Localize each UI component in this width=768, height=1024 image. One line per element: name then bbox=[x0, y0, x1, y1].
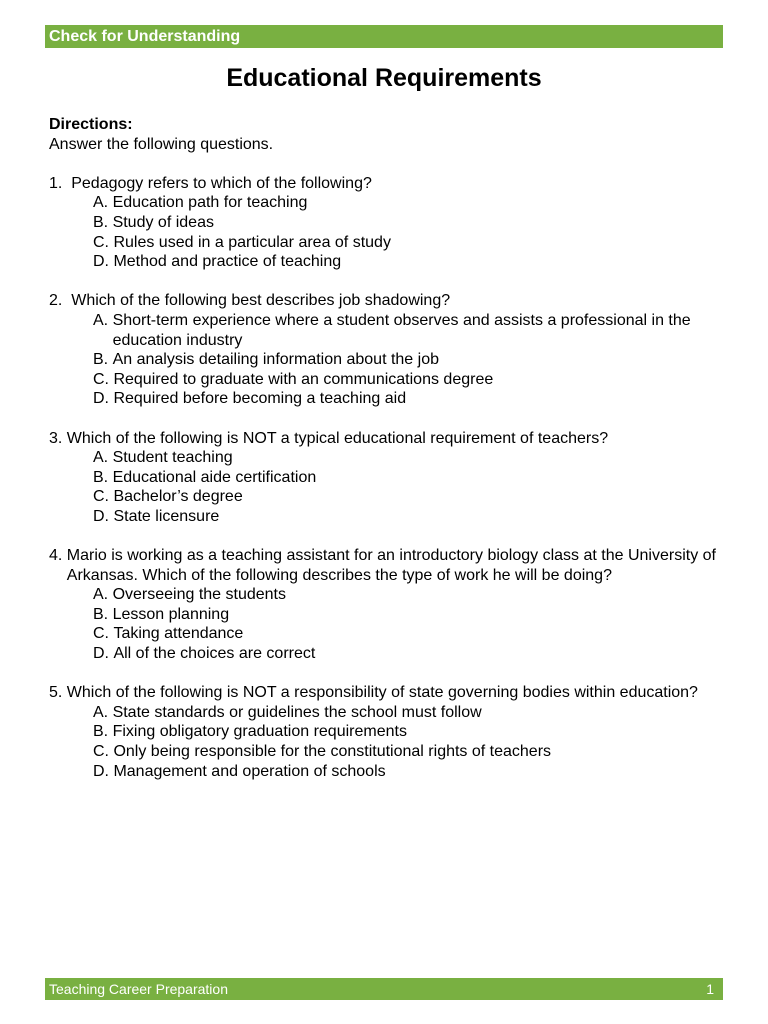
answer-option bbox=[49, 644, 729, 664]
option-letter: C. bbox=[93, 370, 114, 388]
option-text: Education path for teaching bbox=[112, 194, 308, 212]
question-stem bbox=[49, 291, 729, 311]
answer-options bbox=[49, 311, 729, 409]
option-letter: C. bbox=[93, 233, 114, 251]
option-letter: C. bbox=[93, 625, 114, 643]
answer-option bbox=[49, 605, 729, 625]
question-1 bbox=[49, 174, 729, 272]
answer-option bbox=[49, 233, 729, 253]
option-text: Study of ideas bbox=[112, 213, 214, 231]
directions-label: Directions: bbox=[49, 116, 133, 133]
answer-option bbox=[49, 448, 729, 468]
question-number: 1. bbox=[49, 174, 72, 192]
directions bbox=[49, 115, 729, 154]
question-number: 5. bbox=[49, 684, 67, 702]
question-text: Pedagogy refers to which of the following? bbox=[71, 174, 372, 192]
question-3 bbox=[49, 429, 729, 527]
option-text: State standards or guidelines the school must follow bbox=[112, 703, 482, 721]
directions-text: Answer the following questions. bbox=[49, 135, 274, 153]
question-text: Which of the following is NOT a typical educational requirement of teachers? bbox=[66, 429, 609, 447]
question-2 bbox=[49, 291, 729, 409]
option-text: Management and operation of schools bbox=[113, 762, 386, 780]
question-number: 2. bbox=[49, 292, 72, 310]
answer-option bbox=[49, 193, 729, 213]
option-letter: B. bbox=[93, 351, 113, 369]
option-text: Only being responsible for the constitutional rights of teachers bbox=[113, 743, 552, 760]
question-stem bbox=[49, 174, 729, 194]
answer-options bbox=[49, 703, 729, 781]
option-text: Method and practice of teaching bbox=[113, 253, 342, 271]
option-letter: B. bbox=[93, 723, 113, 741]
answer-option bbox=[49, 389, 729, 409]
footer-course-title: Teaching Career Preparation bbox=[49, 981, 228, 997]
option-letter: A. bbox=[93, 311, 113, 329]
answer-option bbox=[49, 311, 729, 350]
answer-option bbox=[49, 350, 729, 370]
option-letter: B. bbox=[93, 605, 113, 623]
answer-option bbox=[49, 213, 729, 233]
option-text: Student teaching bbox=[112, 449, 233, 467]
option-text: Taking attendance bbox=[113, 625, 244, 643]
answer-option bbox=[49, 507, 729, 527]
option-text: Short-term experience where a student observes and assists a professional in the education industry bbox=[112, 311, 691, 349]
answer-options bbox=[49, 448, 729, 526]
option-letter: A. bbox=[93, 703, 113, 721]
option-letter: A. bbox=[93, 449, 113, 467]
answer-option bbox=[49, 722, 729, 742]
question-stem bbox=[49, 546, 729, 585]
option-letter: C. bbox=[93, 488, 114, 506]
option-text: Overseeing the students bbox=[112, 586, 286, 604]
answer-option bbox=[49, 487, 729, 507]
option-letter: A. bbox=[93, 194, 113, 212]
section-header-label: Check for Understanding bbox=[49, 28, 241, 45]
answer-option bbox=[49, 624, 729, 644]
worksheet-content bbox=[49, 115, 729, 781]
question-text: Which of the following best describes job shadowing? bbox=[71, 292, 451, 310]
option-text: Bachelor’s degree bbox=[113, 488, 243, 506]
answer-option bbox=[49, 742, 729, 762]
option-text: All of the choices are correct bbox=[113, 645, 316, 663]
question-list bbox=[49, 174, 729, 781]
page-number: 1 bbox=[706, 981, 714, 997]
answer-option bbox=[49, 370, 729, 390]
option-text: Required before becoming a teaching aid bbox=[113, 390, 407, 408]
question-4 bbox=[49, 546, 729, 664]
option-letter: D. bbox=[93, 762, 114, 780]
option-letter: D. bbox=[93, 507, 114, 525]
answer-options bbox=[49, 585, 729, 663]
question-text: Which of the following is NOT a responsibility of state governing bodies within education? bbox=[66, 684, 698, 702]
question-number: 3. bbox=[49, 429, 67, 447]
answer-option bbox=[49, 762, 729, 782]
answer-option bbox=[49, 468, 729, 488]
option-letter: B. bbox=[93, 468, 113, 486]
answer-option bbox=[49, 252, 729, 272]
option-text: State licensure bbox=[113, 507, 220, 525]
option-text: Lesson planning bbox=[112, 605, 230, 623]
answer-option bbox=[49, 585, 729, 605]
option-text: Fixing obligatory graduation requirements bbox=[112, 723, 407, 741]
question-stem bbox=[49, 683, 729, 703]
option-letter: D. bbox=[93, 390, 114, 408]
option-letter: B. bbox=[93, 213, 113, 231]
question-5 bbox=[49, 683, 729, 781]
option-text: Required to graduate with an communications degree bbox=[113, 370, 494, 388]
option-text: Rules used in a particular area of study bbox=[113, 233, 391, 251]
option-letter: D. bbox=[93, 645, 114, 663]
question-stem bbox=[49, 429, 729, 449]
option-letter: A. bbox=[93, 586, 113, 604]
page-title: Educational Requirements bbox=[226, 64, 542, 92]
answer-option bbox=[49, 703, 729, 723]
option-letter: D. bbox=[93, 253, 114, 271]
option-text: An analysis detailing information about the job bbox=[112, 351, 439, 369]
option-letter: C. bbox=[93, 743, 114, 760]
question-number: 4. bbox=[49, 547, 67, 565]
section-header-bar bbox=[45, 25, 723, 48]
option-text: Educational aide certification bbox=[112, 468, 317, 486]
footer-bar bbox=[45, 978, 723, 1000]
answer-options bbox=[49, 193, 729, 271]
question-text: Mario is working as a teaching assistant for an introductory biology class at the University of Arkansas. Which of the following describes the type of work he will be doing? bbox=[66, 547, 716, 584]
